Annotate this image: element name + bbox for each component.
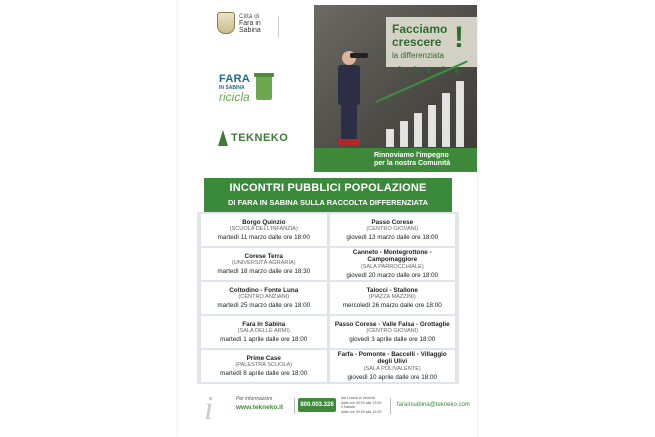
exclamation-mark: !: [454, 21, 464, 54]
fara-ricicla-logo: [219, 74, 250, 103]
growth-bar: [386, 129, 394, 147]
footer-divider: [390, 398, 391, 414]
meeting-cell: [201, 350, 327, 382]
meeting-cell: [330, 214, 456, 246]
meeting-place: Coltodino - Fonte Luna: [229, 286, 299, 294]
meeting-time: martedì 18 marzo dalle ore 18:30: [217, 267, 311, 275]
info-icon: i: [204, 390, 214, 427]
meeting-cell: [330, 248, 456, 280]
meeting-venue: (CENTRO GIOVANI): [366, 226, 419, 233]
meeting-venue: (SALA PARROCCHIALE): [360, 264, 424, 270]
hero-title-line3: la differenziata: [392, 51, 444, 60]
hours-line1: dal Lunedì al Venerdì: [341, 396, 375, 400]
meeting-place: Talocci - Stallone: [366, 286, 418, 294]
website-link[interactable]: www.tekneko.it: [236, 404, 284, 411]
email-link[interactable]: farainsabina@tekneko.com: [397, 402, 470, 408]
meeting-venue: (SALA POLIVALENTE): [363, 366, 421, 372]
meeting-time: mercoledì 26 marzo dalle ore 18:00: [342, 301, 442, 309]
meeting-venue: (CENTRO ANZIANI): [238, 294, 290, 301]
meeting-place: Passo Corese - Valle Falsa - Grottaglie: [334, 320, 450, 328]
phone-number[interactable]: 800.003.328: [298, 398, 336, 412]
meeting-cell: [330, 350, 456, 382]
meeting-time: martedì 25 marzo dalle ore 18:00: [217, 301, 311, 309]
child-figure: [336, 51, 362, 151]
info-label: Per informazioni: [236, 396, 273, 402]
meeting-place: Corese Terra: [244, 252, 283, 260]
meeting-venue: (CENTRO GIOVANI): [366, 328, 419, 335]
hours-line3: il Sabato: [341, 405, 355, 410]
comune-line1: Città di: [239, 12, 260, 20]
meeting-time: martedì 8 aprile dalle ore 18:00: [220, 369, 308, 377]
hero-caption: [314, 148, 477, 172]
spyglass-icon: [350, 53, 368, 58]
comune-line3: Sabina: [239, 26, 261, 34]
hero-caption-line2: per la nostra Comunità: [374, 160, 451, 167]
meeting-cell: [330, 316, 456, 348]
tekneko-logo: [218, 130, 288, 146]
meeting-cell: [201, 282, 327, 314]
meeting-cell: [201, 214, 327, 246]
footer: [178, 388, 477, 437]
meeting-cell: [201, 248, 327, 280]
hero-caption-line1: Rinnoviamo l'impegno: [374, 152, 449, 159]
tekneko-label: TEKNEKO: [231, 132, 289, 144]
logos-column: [178, 0, 314, 172]
meeting-time: martedì 1 aprile dalle ore 18:00: [220, 335, 308, 343]
meeting-venue: (PIAZZA MAZZINI): [368, 294, 416, 301]
comune-line2: Fara in: [239, 19, 261, 27]
growth-bar: [400, 121, 408, 147]
banner-subtitle: DI FARA IN SABINA SULLA RACCOLTA DIFFERENZIATA: [228, 198, 428, 207]
meeting-venue: (SALA DELLE ARMI): [237, 328, 290, 335]
hero-title-line1: Facciamo: [392, 22, 448, 36]
meeting-cell: [330, 282, 456, 314]
meeting-venue: (PALESTRA SCUOLA): [235, 362, 293, 369]
banner-title: INCONTRI PUBBLICI POPOLAZIONE: [229, 182, 427, 194]
meeting-place: Farfa - Pomonte - Baccelli - Villaggio degli Ulivi: [337, 350, 447, 366]
growth-bar: [456, 81, 464, 147]
meeting-place: Passo Corese: [371, 218, 414, 226]
meeting-time: giovedì 13 marzo dalle ore 18:00: [346, 233, 439, 241]
meeting-time: giovedì 20 marzo dalle ore 18:00: [346, 271, 439, 279]
schedule-grid: [201, 214, 455, 382]
meeting-cell: [201, 316, 327, 348]
hours-line2: dalle ore 09:00 alle 13:00: [341, 400, 382, 405]
fara-logo-line1: FARA: [219, 73, 251, 85]
meeting-time: giovedì 10 aprile dalle ore 18:00: [347, 373, 438, 381]
growth-bar: [442, 93, 450, 147]
meeting-venue: (SCUOLA DELL'INFANZIA): [229, 226, 298, 233]
title-banner: [204, 178, 452, 212]
child-body: [338, 65, 360, 105]
crest-icon: [217, 12, 235, 34]
fara-logo-line3: ricicla: [219, 90, 250, 104]
meeting-place: Borgo Quinzio: [242, 218, 286, 226]
recycle-bin-icon: [256, 76, 272, 100]
growth-bar: [428, 105, 436, 147]
fara-logo-line2: IN SABINA: [219, 85, 245, 91]
hero-image: [314, 5, 477, 163]
logo-divider: [278, 16, 279, 38]
meeting-time: giovedì 3 aprile dalle ore 18:00: [349, 335, 436, 343]
meeting-venue: (UNIVERSITÀ AGRARIA): [231, 260, 296, 267]
schedule-table: [197, 212, 459, 384]
poster: [178, 0, 477, 437]
comune-logo: [217, 12, 261, 34]
opening-hours: [341, 396, 381, 414]
footer-divider: [294, 398, 295, 414]
meeting-place: Canneto - Montegrottone - Campomaggiore: [352, 248, 432, 264]
meeting-time: martedì 11 marzo dalle ore 18:00: [217, 233, 310, 241]
child-legs: [341, 105, 357, 141]
waste-icons: ♺ ♻ ▮ ♻ ▮: [396, 65, 463, 74]
tree-icon: [218, 130, 228, 146]
child-shoes: [338, 139, 360, 145]
hours-line4: dalle ore 09:00 alle 12:00: [341, 409, 382, 414]
meeting-place: Prime Case: [246, 354, 281, 362]
meeting-place: Fara In Sabina: [242, 320, 286, 328]
comune-text: [239, 13, 261, 34]
hero-title-line2: crescere: [392, 35, 442, 49]
hero-title: [392, 23, 447, 62]
growth-bar: [414, 113, 422, 147]
